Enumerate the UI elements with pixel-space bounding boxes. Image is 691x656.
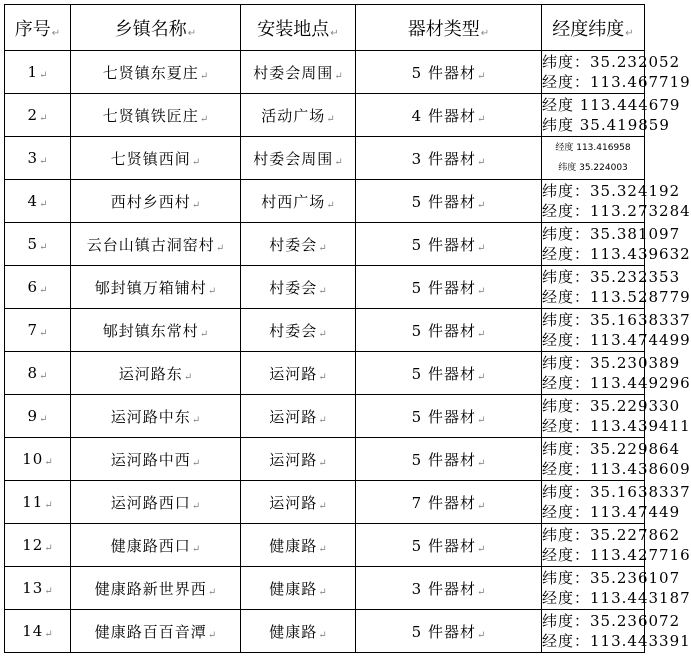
table-row bbox=[5, 610, 645, 653]
header-row bbox=[5, 5, 645, 51]
cell-equipment: 4 件器材↵ bbox=[356, 94, 542, 137]
table-row bbox=[5, 51, 645, 94]
cell-equipment: 5 件器材↵ bbox=[356, 524, 542, 567]
cell-coords: 纬度：35.232052 经度：113.467719 bbox=[542, 51, 645, 94]
cell-town: 运河路中东↵ bbox=[71, 395, 241, 438]
table-row bbox=[5, 94, 645, 137]
cell-equipment: 5 件器材↵ bbox=[356, 266, 542, 309]
table-row bbox=[5, 309, 645, 352]
cell-index: 4↵ bbox=[5, 180, 71, 223]
header-coords: 经度纬度↵ bbox=[542, 5, 645, 51]
table-row bbox=[5, 481, 645, 524]
cell-location: 村委会周围↵ bbox=[241, 137, 356, 180]
table-row bbox=[5, 567, 645, 610]
cell-coords: 纬度：35.236107 经度：113.443187 bbox=[542, 567, 645, 610]
cell-equipment: 5 件器材↵ bbox=[356, 395, 542, 438]
cell-coords: 纬度：35.227862 经度：113.427716 bbox=[542, 524, 645, 567]
cell-location: 村委会↵ bbox=[241, 223, 356, 266]
cell-town: 七贤镇铁匠庄↵ bbox=[71, 94, 241, 137]
cell-equipment: 5 件器材↵ bbox=[356, 180, 542, 223]
table-row bbox=[5, 395, 645, 438]
cell-town: 云台山镇古洞窑村↵ bbox=[71, 223, 241, 266]
cell-town: 郇封镇万箱铺村↵ bbox=[71, 266, 241, 309]
cell-equipment: 5 件器材↵ bbox=[356, 438, 542, 481]
cell-location: 健康路↵ bbox=[241, 610, 356, 653]
cell-location: 运河路↵ bbox=[241, 438, 356, 481]
cell-coords: 纬度：35.232353 经度：113.528779 bbox=[542, 266, 645, 309]
cell-index: 9↵ bbox=[5, 395, 71, 438]
cell-equipment: 3 件器材↵ bbox=[356, 137, 542, 180]
table-row bbox=[5, 137, 645, 180]
cell-location: 运河路↵ bbox=[241, 352, 356, 395]
header-town: 乡镇名称↵ bbox=[71, 5, 241, 51]
cell-location: 活动广场↵ bbox=[241, 94, 356, 137]
cell-location: 村委会周围↵ bbox=[241, 51, 356, 94]
cell-town: 运河路中西↵ bbox=[71, 438, 241, 481]
cell-town: 运河路西口↵ bbox=[71, 481, 241, 524]
header-index: 序号↵ bbox=[5, 5, 71, 51]
cell-equipment: 3 件器材↵ bbox=[356, 567, 542, 610]
cell-town: 运河路东↵ bbox=[71, 352, 241, 395]
cell-location: 运河路↵ bbox=[241, 395, 356, 438]
cell-index: 13↵ bbox=[5, 567, 71, 610]
cell-index: 14↵ bbox=[5, 610, 71, 653]
cell-location: 村西广场↵ bbox=[241, 180, 356, 223]
cell-town: 七贤镇东夏庄↵ bbox=[71, 51, 241, 94]
table-row bbox=[5, 524, 645, 567]
cell-equipment: 5 件器材↵ bbox=[356, 223, 542, 266]
table-row bbox=[5, 438, 645, 481]
cell-coords: 经度 113.444679 纬度 35.419859 bbox=[542, 94, 645, 137]
cell-index: 8↵ bbox=[5, 352, 71, 395]
cell-coords: 纬度：35.229864 经度：113.438609 bbox=[542, 438, 645, 481]
cell-location: 村委会↵ bbox=[241, 309, 356, 352]
cell-coords: 纬度：35.1638337 经度：113.474499 bbox=[542, 309, 645, 352]
table-row bbox=[5, 180, 645, 223]
cell-coords: 经度 113.416958 纬度 35.224003 bbox=[542, 137, 645, 180]
cell-equipment: 5 件器材↵ bbox=[356, 352, 542, 395]
cell-location: 运河路↵ bbox=[241, 481, 356, 524]
cell-equipment: 5 件器材↵ bbox=[356, 610, 542, 653]
equipment-table bbox=[4, 4, 691, 653]
cell-index: 3↵ bbox=[5, 137, 71, 180]
cell-town: 郇封镇东常村↵ bbox=[71, 309, 241, 352]
cell-town: 七贤镇西间↵ bbox=[71, 137, 241, 180]
table-row bbox=[5, 352, 645, 395]
cell-coords: 纬度：35.1638337 经度：113.47449 bbox=[542, 481, 645, 524]
cell-index: 10↵ bbox=[5, 438, 71, 481]
cell-index: 6↵ bbox=[5, 266, 71, 309]
cell-coords: 纬度：35.236072 经度：113.443391 bbox=[542, 610, 645, 653]
cell-town: 健康路西口↵ bbox=[71, 524, 241, 567]
header-equipment: 器材类型↵ bbox=[356, 5, 542, 51]
cell-equipment: 5 件器材↵ bbox=[356, 51, 542, 94]
cell-town: 健康路百百音潭↵ bbox=[71, 610, 241, 653]
cell-location: 健康路↵ bbox=[241, 567, 356, 610]
cell-index: 12↵ bbox=[5, 524, 71, 567]
cell-coords: 纬度：35.230389 经度：113.449296 bbox=[542, 352, 645, 395]
cell-coords: 纬度：35.381097 经度：113.439632 bbox=[542, 223, 645, 266]
cell-index: 1↵ bbox=[5, 51, 71, 94]
header-location: 安装地点↵ bbox=[241, 5, 356, 51]
cell-location: 健康路↵ bbox=[241, 524, 356, 567]
cell-equipment: 5 件器材↵ bbox=[356, 309, 542, 352]
table-row bbox=[5, 223, 645, 266]
cell-town: 健康路新世界西↵ bbox=[71, 567, 241, 610]
cell-index: 5↵ bbox=[5, 223, 71, 266]
cell-coords: 纬度：35.324192 经度：113.273284 bbox=[542, 180, 645, 223]
cell-equipment: 7 件器材↵ bbox=[356, 481, 542, 524]
cell-town: 西村乡西村↵ bbox=[71, 180, 241, 223]
cell-location: 村委会↵ bbox=[241, 266, 356, 309]
table-row bbox=[5, 266, 645, 309]
cell-coords: 纬度：35.229330 经度：113.439411 bbox=[542, 395, 645, 438]
cell-index: 11↵ bbox=[5, 481, 71, 524]
cell-index: 7↵ bbox=[5, 309, 71, 352]
cell-index: 2↵ bbox=[5, 94, 71, 137]
